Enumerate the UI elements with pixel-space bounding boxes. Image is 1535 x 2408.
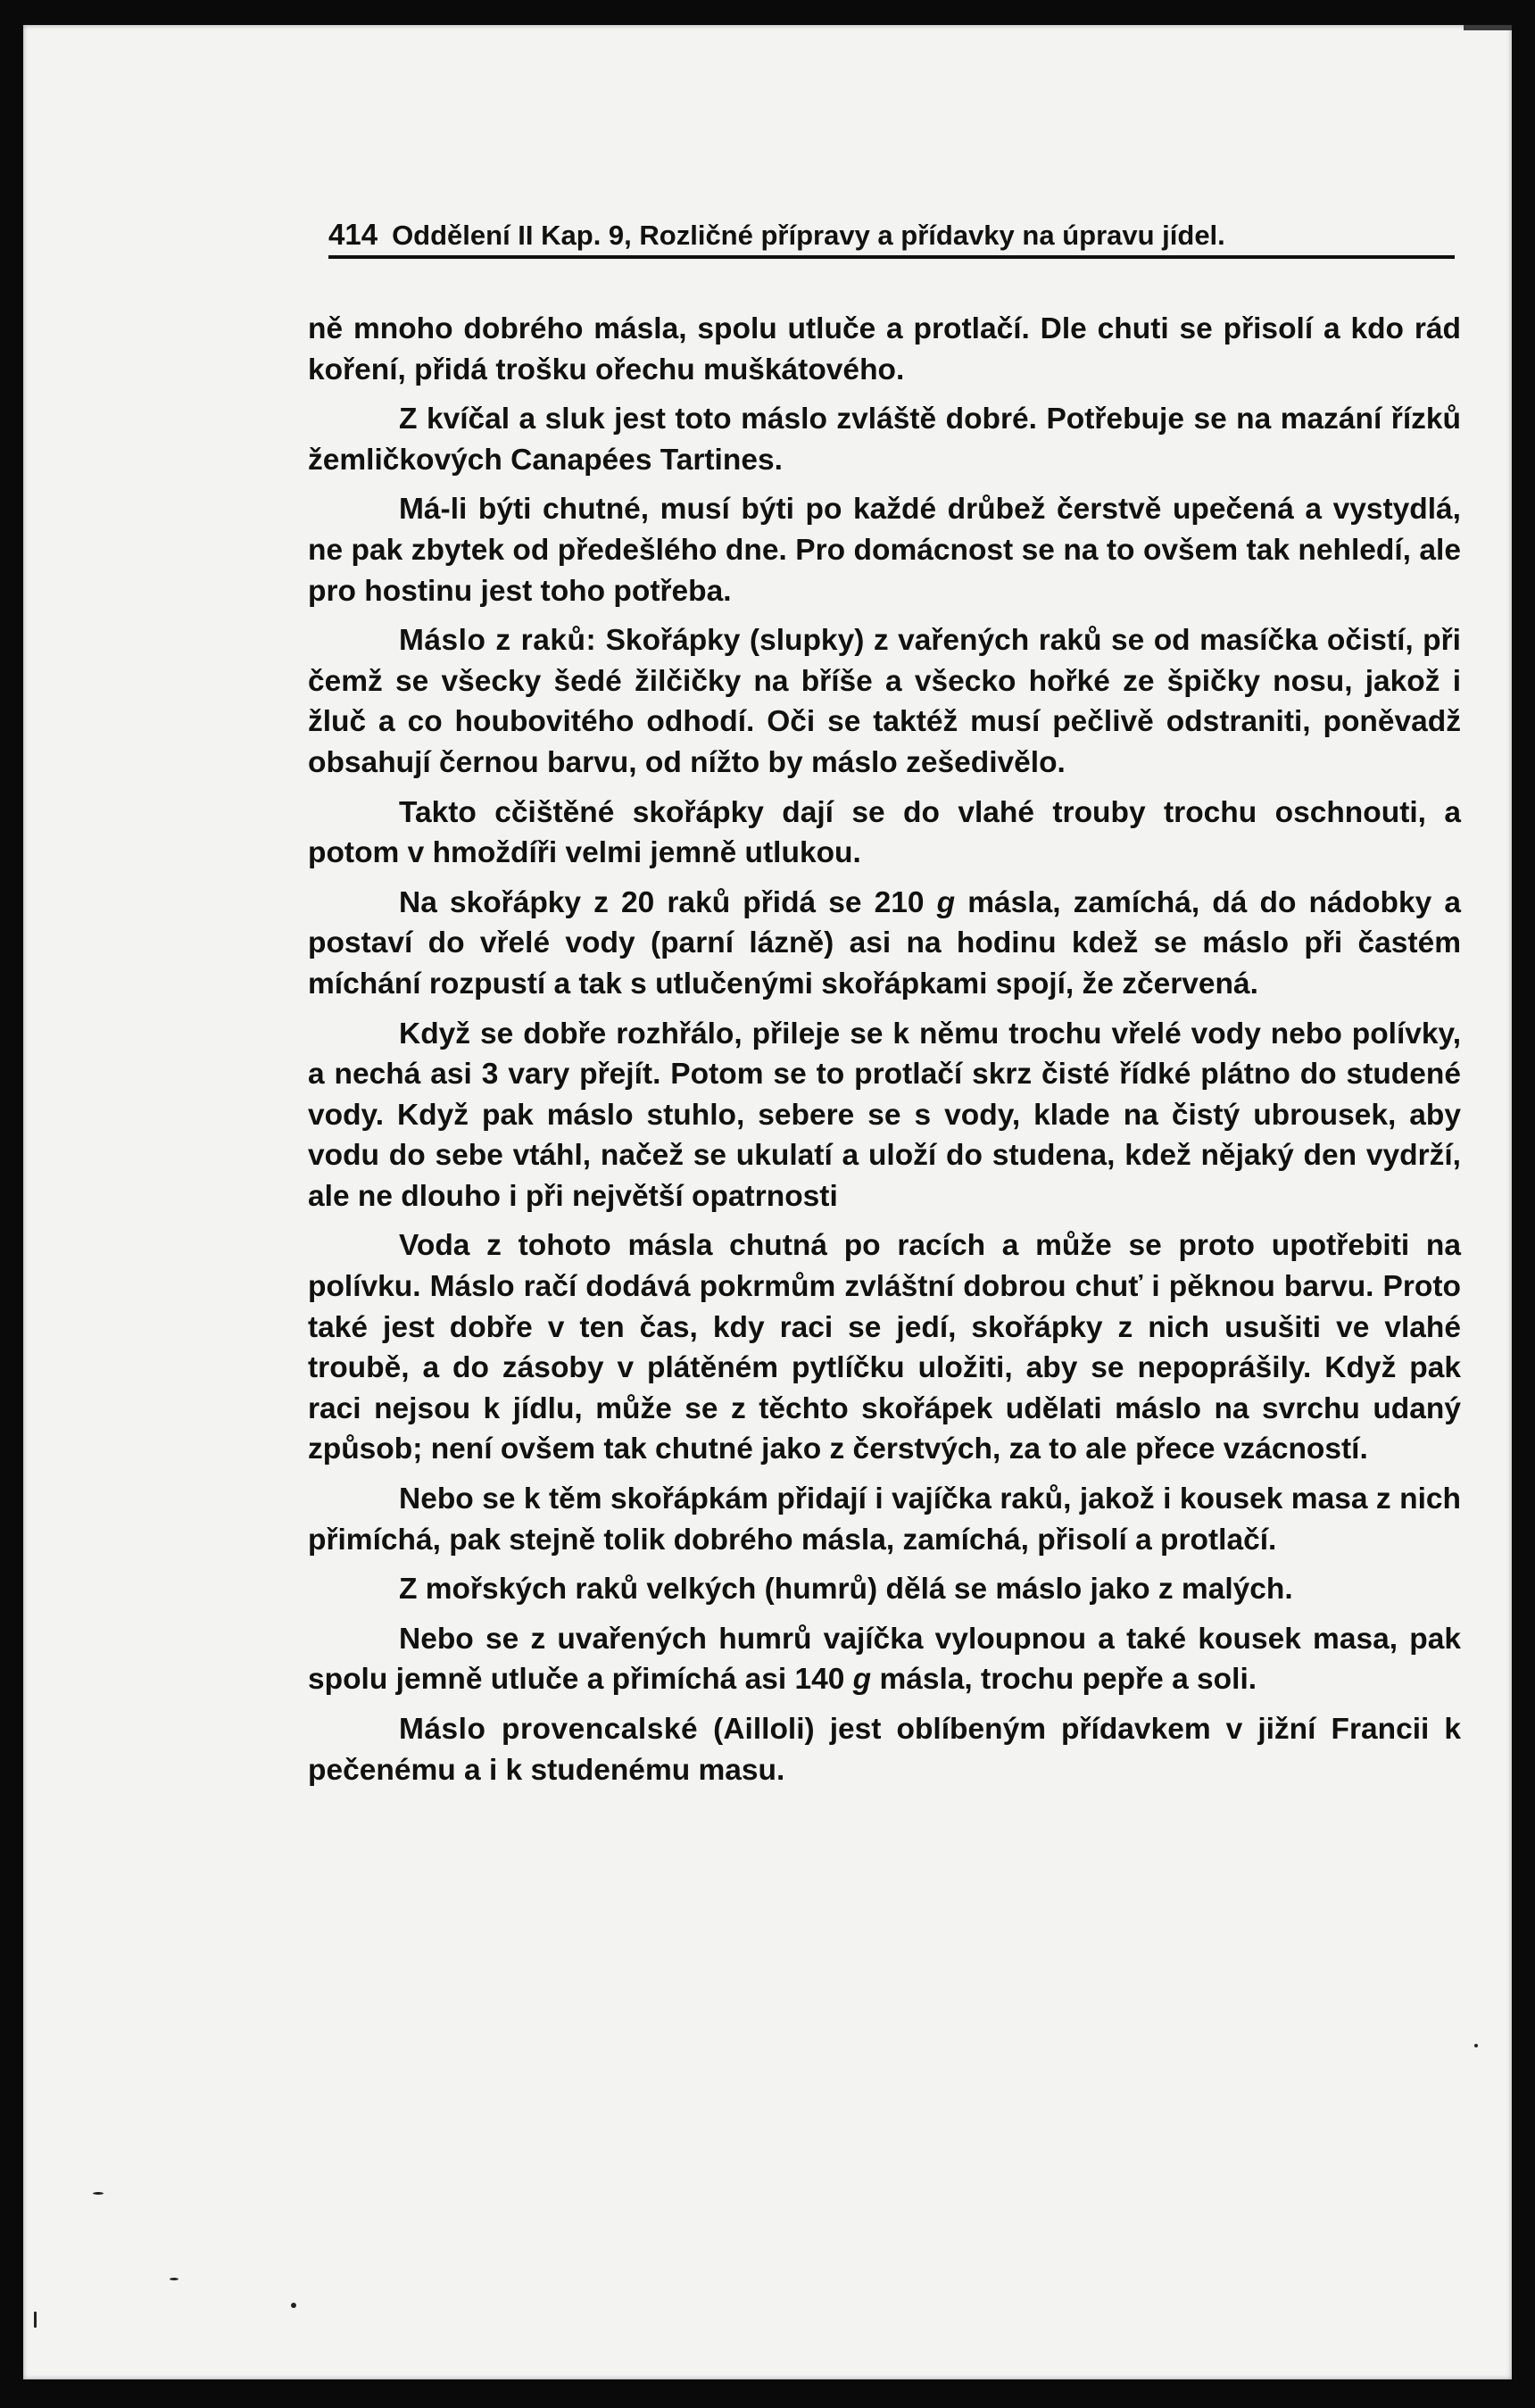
paragraph bbox=[308, 1225, 1461, 1470]
paragraph-text: Nebo se k těm skořápkám přidají i vajíčka raků, jakož i kousek masa z nich přimíchá, pak stejně tolik dobrého másla, zamíchá, přisolí a protlačí. bbox=[308, 1482, 1461, 1557]
paragraph-text: Nebo se z uvařených humrů vajíčka vyloupnou a také kousek masa, pak spolu jemně utluče a přimíchá asi 140 bbox=[308, 1622, 1461, 1697]
paragraph bbox=[308, 309, 1461, 390]
paragraph bbox=[308, 489, 1461, 611]
paragraph-text: Z mořských raků velkých (humrů) dělá se máslo jako z malých. bbox=[399, 1573, 1293, 1607]
paragraph bbox=[308, 1569, 1461, 1610]
scan-speck bbox=[291, 2303, 296, 2308]
paragraph bbox=[308, 399, 1461, 480]
paragraph-text: Když se dobře rozhřálo, přileje se k němu trochu vřelé vody nebo polívky, a nechá asi 3 vary přejít. Potom se to protlačí skrz čisté řídké plátno do studené vody. Když pak máslo stuhlo, sebere se s vody, klade na čistý ubrousek, aby vodu do sebe vtáhl, načež se ukulatí a uloží do studena, kdež nějaký den vydrží, ale ne dlouho i při největší opatrnosti bbox=[308, 1017, 1461, 1213]
paragraph bbox=[308, 1479, 1461, 1560]
paragraph-text: (Ailloli) jest oblíbeným přídavkem v jižní Francii k pečenému a i k studenému masu. bbox=[308, 1713, 1461, 1787]
scan-speck bbox=[170, 2278, 178, 2280]
scan-speck bbox=[1474, 2044, 1478, 2047]
paragraph-text: Skořápky (slupky) z vařených raků se od masíčka očistí, při čemž se všecky šedé žilčičky na bříše a všecko hořké ze špičky nosu, jakož i žluč a co houbovitého odhodí. Oči se taktéž musí pečlivě odstraniti, poněvadž obsahují černou barvu, od nížto by máslo zešedivělo. bbox=[308, 624, 1461, 779]
page-number: 414 bbox=[328, 218, 378, 251]
paragraph-text: ně mnoho dobrého másla, spolu utluče a protlačí. Dle chuti se přisolí a kdo rád koření, přidá trošku ořechu muškátového. bbox=[308, 312, 1461, 386]
page-edge-mark bbox=[1464, 25, 1512, 30]
paragraph-text: Má-li býti chutné, musí býti po každé drůbež čerstvě upečená a vystydlá, ne pak zbytek od předešlého dne. Pro domácnost se na to ovšem tak nehledí, ale pro hostinu jest toho potřeba. bbox=[308, 493, 1461, 608]
paragraph bbox=[308, 1014, 1461, 1217]
unit-gram: g bbox=[852, 1663, 872, 1697]
paragraph-text: Voda z tohoto másla chutná po racích a může se proto upotřebiti na polívku. Máslo račí dodává pokrmům zvláštní dobrou chuť i pěknou barvu. Proto také jest dobře v ten čas, kdy raci se jedí, skořápky z nich usušiti ve vlahé troubě, a do zásoby v plátěném pytlíčku uložiti, aby se nepoprášily. Když pak raci nejsou k jídlu, může se z těchto skořápek udělati máslo na svrchu udaný způsob; není ovšem tak chutné jako z čerstvých, za to ale přece vzácností. bbox=[308, 1229, 1461, 1466]
running-header bbox=[328, 214, 1455, 259]
scan-speck bbox=[34, 2312, 37, 2328]
paragraph-text: Z kvíčal a sluk jest toto máslo zvláště dobré. Potřebuje se na mazání řízků žemličkových Canapées Tartines. bbox=[308, 403, 1461, 477]
paragraph bbox=[308, 620, 1461, 783]
paragraph bbox=[308, 793, 1461, 874]
paragraph-text: másla, trochu pepře a soli. bbox=[871, 1663, 1257, 1697]
section-lead: Máslo z raků: bbox=[399, 624, 597, 658]
running-title: Oddělení II Kap. 9, Rozličné přípravy a přídavky na úpravu jídel. bbox=[392, 220, 1225, 251]
scan-speck bbox=[93, 2192, 104, 2195]
paragraph bbox=[308, 883, 1461, 1005]
paragraph-text: Na skořápky z 20 raků přidá se 210 bbox=[399, 885, 937, 919]
section-lead: Máslo provencalské bbox=[399, 1713, 699, 1746]
unit-gram: g bbox=[936, 885, 956, 919]
paragraph bbox=[308, 1619, 1461, 1700]
paragraph-text: Takto cčištěné skořápky dají se do vlahé trouby trochu oschnouti, a potom v hmoždíři velmi jemně utlukou. bbox=[308, 795, 1461, 870]
page-body bbox=[308, 309, 1461, 1799]
paragraph bbox=[308, 1709, 1461, 1790]
paragraph-text: másla, zamíchá, dá do nádobky a postaví do vřelé vody (parní lázně) asi na hodinu kdež se máslo při častém míchání rozpustí a tak s utlučenými skořápkami spojí, že zčervená. bbox=[308, 885, 1462, 1001]
